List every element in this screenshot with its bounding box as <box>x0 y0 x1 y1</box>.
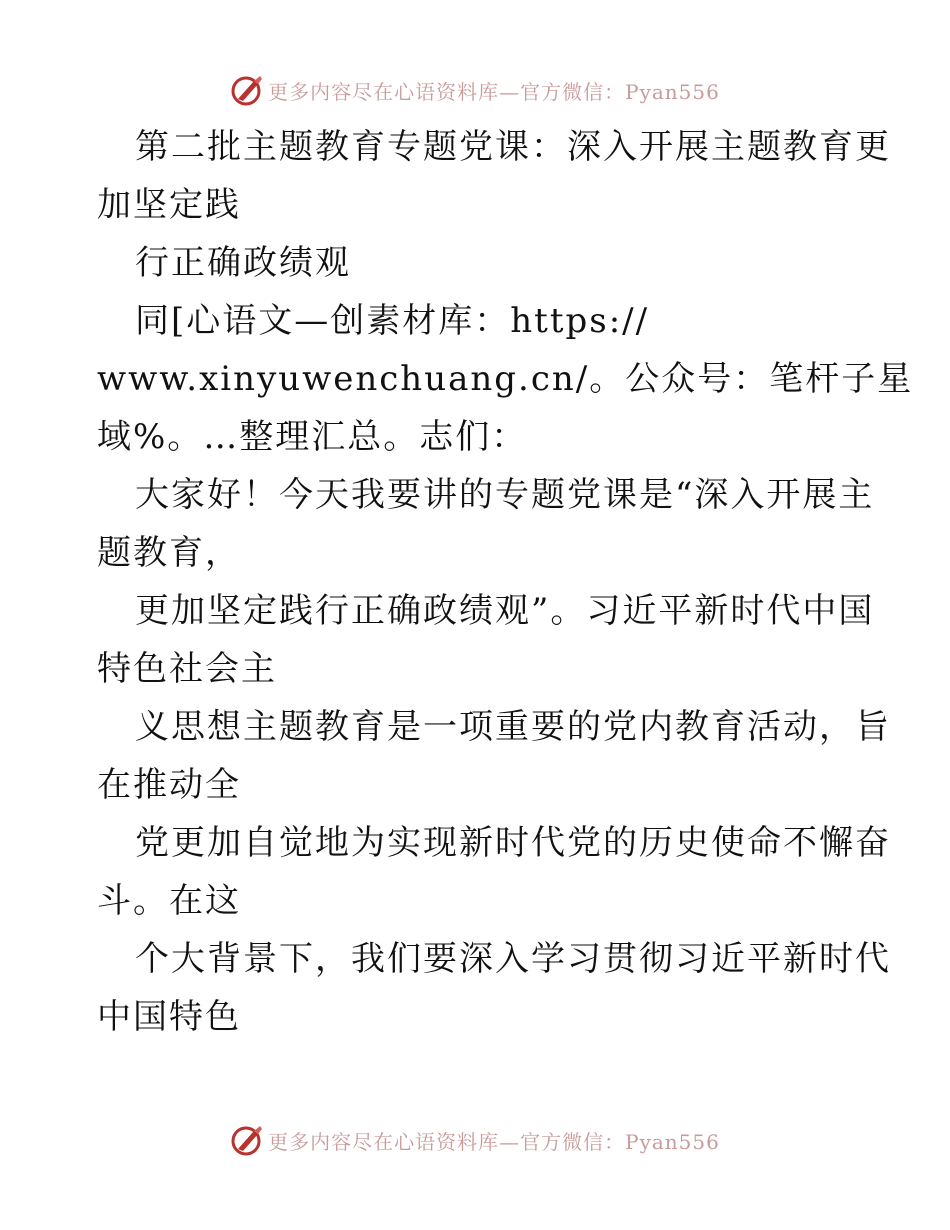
footer-banner-text: 更多内容尽在心语资料库—官方微信：Pyan556 <box>268 1129 720 1154</box>
body-line-8: 题教育， <box>97 533 241 573</box>
body-line-12: 在推动全 <box>97 765 241 805</box>
header-banner-text: 更多内容尽在心语资料库—官方微信：Pyan556 <box>268 79 720 104</box>
body-line-2: 加坚定践 <box>97 185 241 225</box>
body-line-5: www.xinyuwenchuang.cn/。公众号：笔杆子星 <box>97 359 914 399</box>
body-line-13: 党更加自觉地为实现新时代党的历史使命不懈奋 <box>135 823 891 863</box>
footer-banner <box>0 1120 950 1160</box>
body-line-10: 特色社会主 <box>97 649 277 689</box>
body-line-15: 个大背景下，我们要深入学习贯彻习近平新时代 <box>135 939 891 979</box>
body-line-11: 义思想主题教育是一项重要的党内教育活动，旨 <box>135 707 891 747</box>
body-line-7: 大家好！今天我要讲的专题党课是“深入开展主 <box>135 475 875 515</box>
pen-logo-icon <box>230 73 264 107</box>
document-body <box>97 118 914 1046</box>
body-line-4: 同[心语文—创素材库：https:// <box>135 301 650 341</box>
body-line-3: 行正确政绩观 <box>135 243 351 283</box>
pen-logo-icon <box>230 1123 264 1157</box>
body-line-1: 第二批主题教育专题党课：深入开展主题教育更 <box>135 127 891 167</box>
body-line-14: 斗。在这 <box>97 881 241 921</box>
header-banner <box>0 70 950 110</box>
body-line-16: 中国特色 <box>97 997 241 1037</box>
body-line-6: 域%。…整理汇总。志们： <box>97 417 528 457</box>
body-line-9: 更加坚定践行正确政绩观”。习近平新时代中国 <box>135 591 875 631</box>
